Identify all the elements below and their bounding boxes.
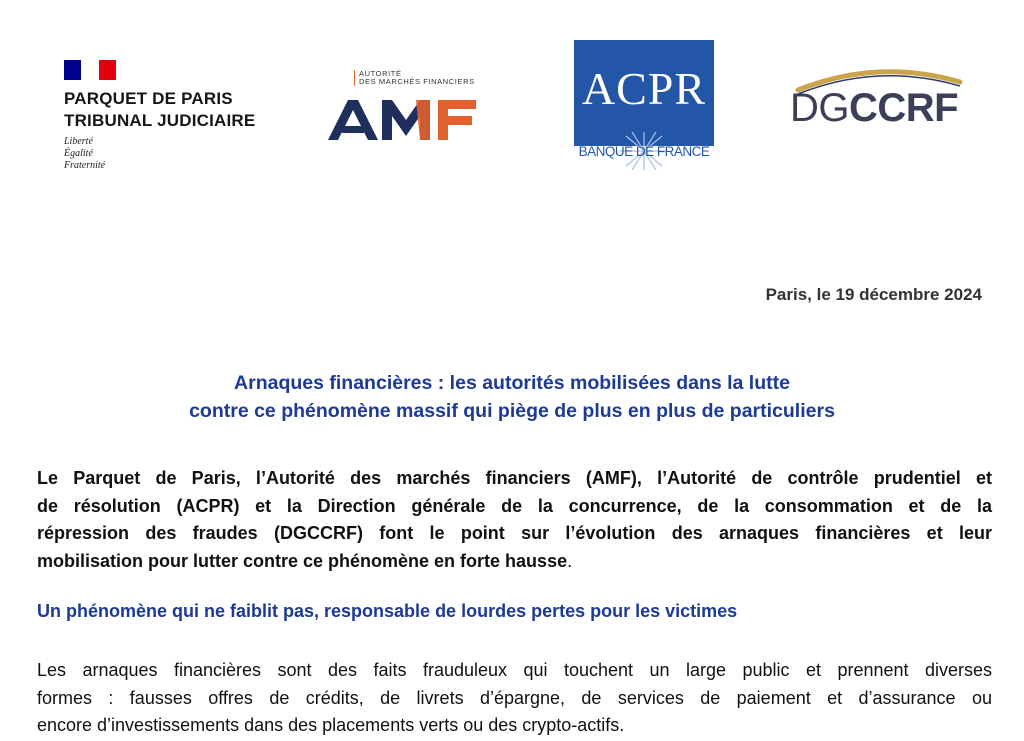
body-line: formes : fausses offres de crédits, de livrets d’épargne, de services de paiement et d’assurance ou	[37, 687, 992, 708]
republic-motto	[64, 136, 274, 172]
body-paragraph	[37, 657, 992, 740]
motto-liberte: Liberté	[64, 136, 93, 147]
amf-tag-line1: AUTORITÉ	[359, 69, 402, 78]
french-flag-icon	[64, 60, 116, 80]
amf-wordmark-icon	[328, 98, 496, 142]
lead-line-last	[37, 548, 992, 576]
press-release-title	[0, 369, 1024, 425]
amf-tagline	[354, 70, 475, 86]
dgccrf-suffix: CCRF	[849, 86, 959, 130]
body-line: Les arnaques financières sont des faits frauduleux qui touchent un large public et prennent diverses	[37, 660, 992, 680]
lead-line: Le Parquet de Paris, l’Autorité des marchés financiers (AMF), l’Autorité de contrôle prudentiel et	[37, 468, 992, 488]
lead-line: répression des fraudes (DGCCRF) font le point sur l’évolution des arnaques financières et leur	[37, 523, 992, 543]
section-heading: Un phénomène qui ne faiblit pas, responsable de lourdes pertes pour les victimes	[37, 601, 738, 621]
acpr-subtitle: BANQUE DE FRANCE	[578, 144, 710, 159]
press-release-date: Paris, le 19 décembre 2024	[765, 285, 982, 304]
dgccrf-logo	[788, 64, 968, 144]
acpr-wordmark: ACPR	[581, 63, 707, 114]
dgccrf-prefix: DG	[790, 86, 849, 130]
lead-line: de résolution (ACPR) et la Direction générale de la concurrence, de la consommation et de la	[37, 495, 992, 516]
motto-egalite: Égalité	[64, 148, 93, 159]
lead-period: .	[567, 550, 573, 571]
title-line-2: contre ce phénomène massif qui piège de plus en plus de particuliers	[189, 400, 835, 422]
amf-tag-line2: DES MARCHÉS FINANCIERS	[359, 77, 475, 86]
lead-paragraph	[37, 465, 992, 575]
title-line-1: Arnaques financières : les autorités mobilisées dans la lutte	[234, 372, 790, 394]
tribunal-name: TRIBUNAL JUDICIAIRE	[64, 111, 256, 130]
parquet-de-paris-logo	[64, 60, 274, 172]
dgccrf-wordmark	[790, 86, 958, 131]
acpr-logo	[574, 40, 714, 180]
lead-line-text: mobilisation pour lutter contre ce phénomène en forte hausse	[37, 550, 568, 571]
motto-fraternite: Fraternité	[64, 160, 106, 171]
logo-header	[0, 0, 1024, 200]
parquet-name: PARQUET DE PARIS	[64, 89, 233, 108]
body-line: encore d’investissements dans des placements verts ou des crypto-actifs.	[37, 715, 625, 735]
